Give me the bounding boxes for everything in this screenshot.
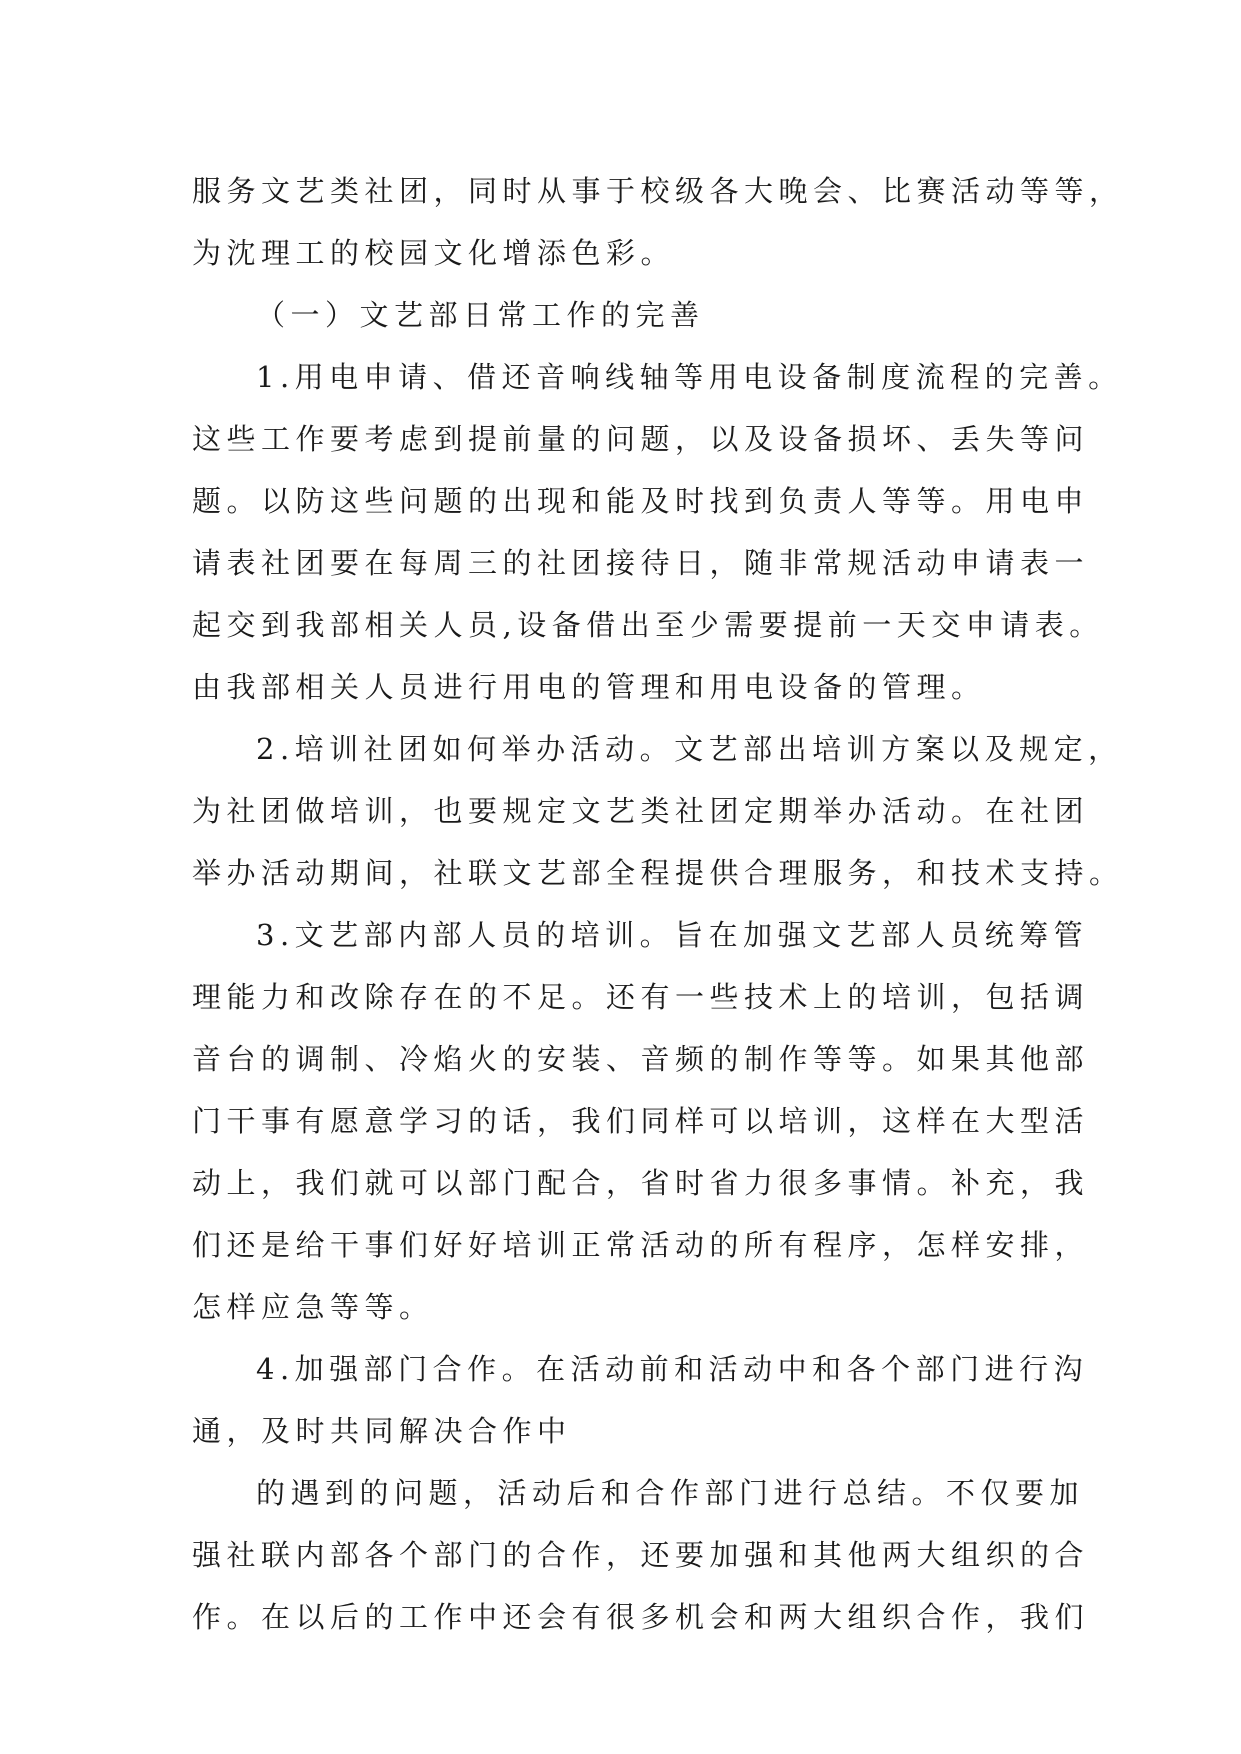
text-line: 理能力和改除存在的不足。还有一些技术上的培训，包括调: [192, 980, 1090, 1014]
text-line: （一）文艺部日常工作的完善: [256, 298, 705, 332]
text-line: 音台的调制、冷焰火的安装、音频的制作等等。如果其他部: [192, 1042, 1090, 1076]
text-line: 2.培训社团如何举办活动。文艺部出培训方案以及规定，: [256, 732, 1123, 766]
document-body: [192, 160, 1124, 1648]
text-line: 4.加强部门合作。在活动前和活动中和各个部门进行沟: [256, 1352, 1089, 1386]
text-line: 由我部相关人员进行用电的管理和用电设备的管理。: [192, 670, 986, 704]
text-line: 怎样应急等等。: [192, 1290, 434, 1324]
text-line: 这些工作要考虑到提前量的问题，以及设备损坏、丢失等问: [192, 422, 1090, 456]
text-line: 为社团做培训，也要规定文艺类社团定期举办活动。在社团: [192, 794, 1090, 828]
text-line: 动上，我们就可以部门配合，省时省力很多事情。补充，我: [192, 1166, 1090, 1200]
text-line: 的遇到的问题，活动后和合作部门进行总结。不仅要加: [256, 1476, 1085, 1510]
text-line: 题。以防这些问题的出现和能及时找到负责人等等。用电申: [192, 484, 1090, 518]
text-line: 3.文艺部内部人员的培训。旨在加强文艺部人员统筹管: [256, 918, 1089, 952]
text-line: 举办活动期间，社联文艺部全程提供合理服务，和技术支持。: [192, 856, 1124, 890]
text-line: 1.用电申请、借还音响线轴等用电设备制度流程的完善。: [256, 360, 1123, 394]
text-line: 们还是给干事们好好培训正常活动的所有程序，怎样安排，: [192, 1228, 1090, 1262]
text-line: 通，及时共同解决合作中: [192, 1414, 572, 1448]
text-line: 服务文艺类社团，同时从事于校级各大晚会、比赛活动等等，: [192, 174, 1124, 208]
text-line: 请表社团要在每周三的社团接待日，随非常规活动申请表一: [192, 546, 1090, 580]
text-line: 门干事有愿意学习的话，我们同样可以培训，这样在大型活: [192, 1104, 1090, 1138]
text-line: 作。在以后的工作中还会有很多机会和两大组织合作，我们: [192, 1600, 1090, 1634]
text-line: 起交到我部相关人员,设备借出至少需要提前一天交申请表。: [192, 608, 1104, 642]
text-line: 为沈理工的校园文化增添色彩。: [192, 236, 676, 270]
text-line: 强社联内部各个部门的合作，还要加强和其他两大组织的合: [192, 1538, 1090, 1572]
